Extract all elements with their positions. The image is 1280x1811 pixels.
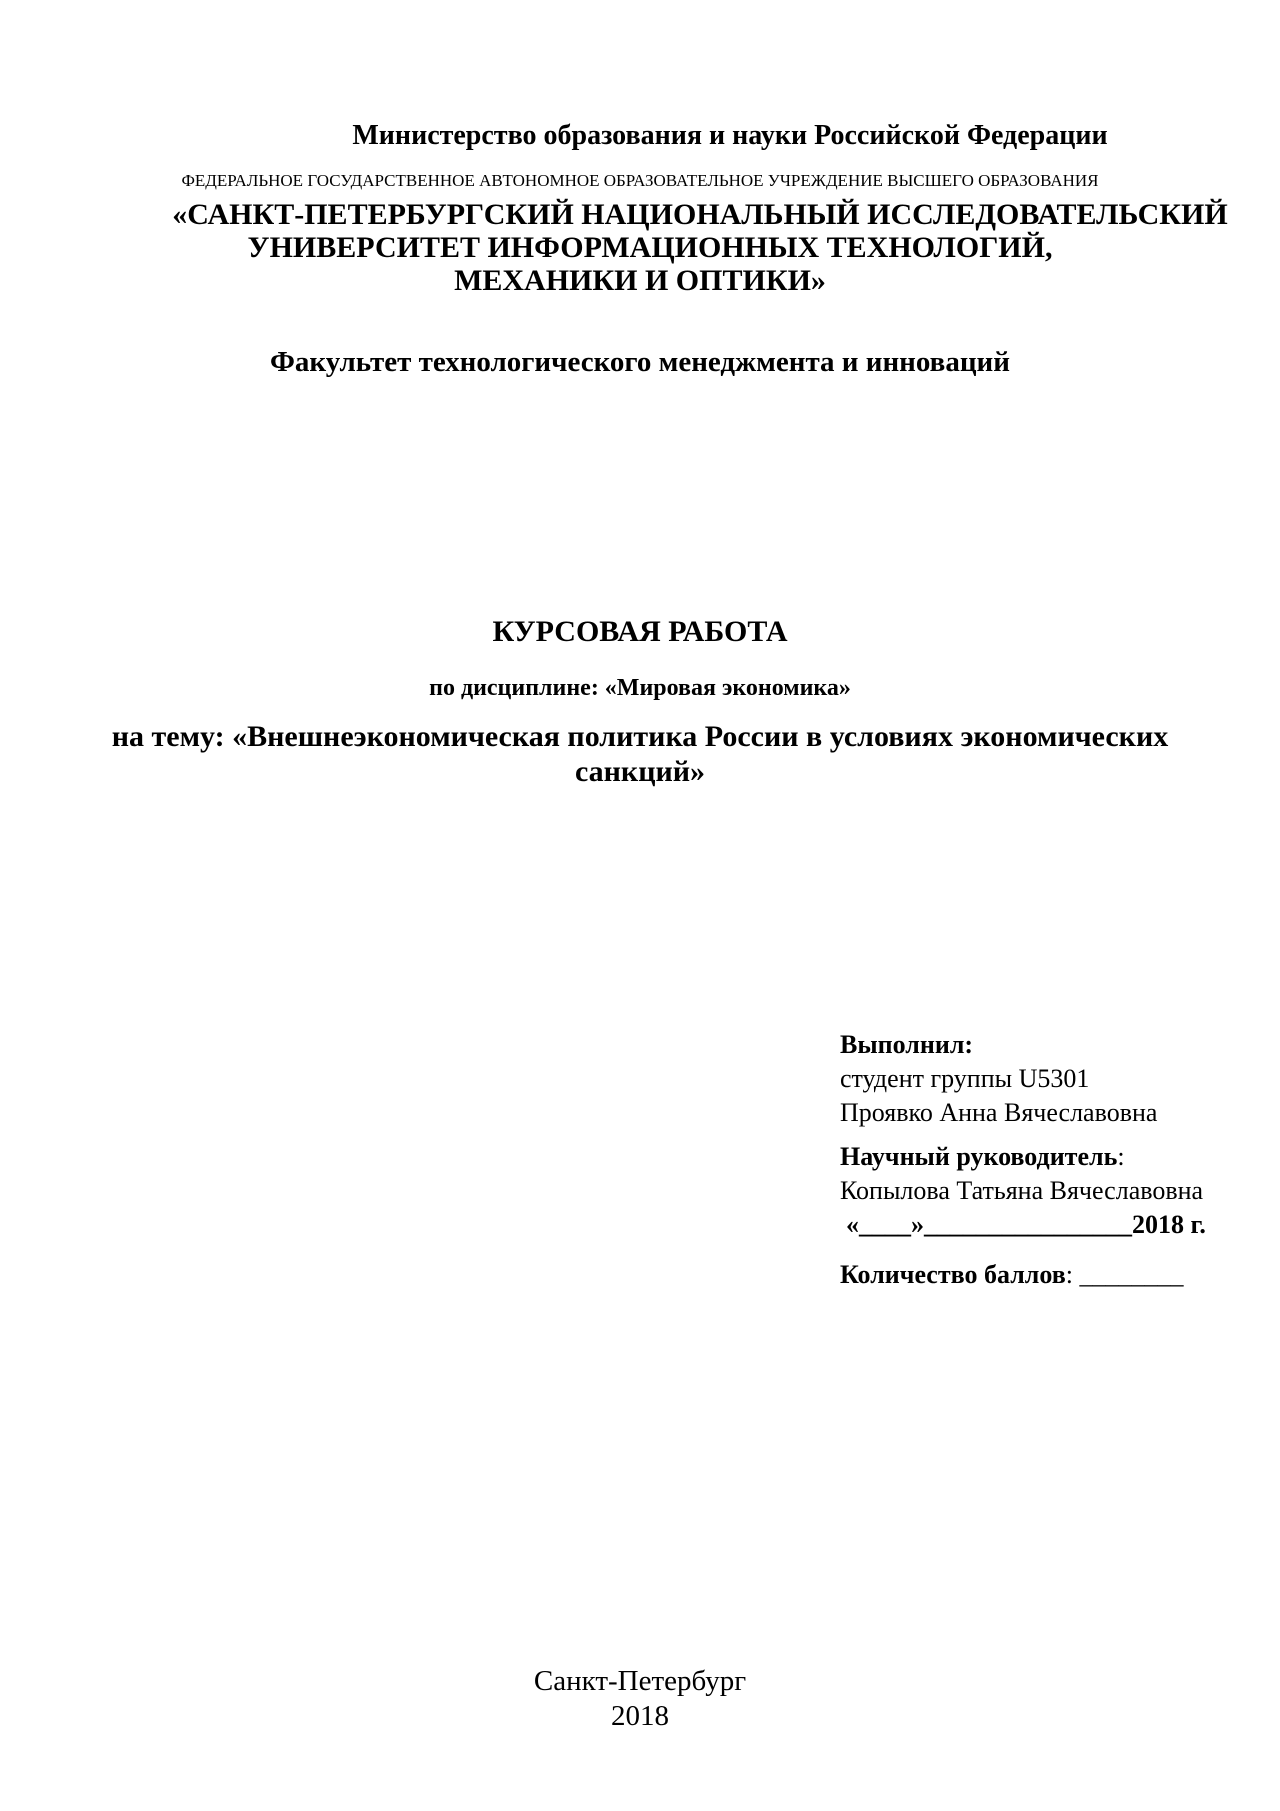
- topic-line-1: на тему: «Внешнеэкономическая политика России в условиях экономических: [111, 720, 1169, 753]
- score-line: [840, 1260, 1184, 1290]
- supervisor-label: Научный руководитель: [840, 1142, 1118, 1171]
- student-name: Проявко Анна Вячеславовна: [840, 1098, 1158, 1127]
- student-group: студент группы U5301: [840, 1064, 1090, 1093]
- discipline-line: по дисциплине: «Мировая экономика»: [429, 675, 851, 701]
- federal-institution-line: ФЕДЕРАЛЬНОЕ ГОСУДАРСТВЕННОЕ АВТОНОМНОЕ ОБРАЗОВАТЕЛЬНОЕ УЧРЕЖДЕНИЕ ВЫСШЕГО ОБРАЗОВАНИЯ: [181, 171, 1099, 190]
- university-name-line-3: МЕХАНИКИ И ОПТИКИ»: [454, 264, 826, 297]
- ministry-heading: Министерство образования и науки Российской Федерации: [352, 120, 1108, 151]
- year: 2018: [611, 1700, 669, 1732]
- city: Санкт-Петербург: [533, 1665, 747, 1697]
- faculty-name: Факультет технологического менеджмента и инноваций: [270, 346, 1010, 378]
- score-label: Количество баллов: [840, 1260, 1066, 1289]
- supervisor-name: Копылова Татьяна Вячеславовна: [840, 1176, 1204, 1205]
- document-title: КУРСОВАЯ РАБОТА: [492, 615, 788, 648]
- university-name-line-1: «САНКТ-ПЕТЕРБУРГСКИЙ НАЦИОНАЛЬНЫЙ ИССЛЕДОВАТЕЛЬСКИЙ: [172, 198, 1228, 231]
- topic-line-2: санкций»: [574, 755, 706, 788]
- score-value: : ________: [1065, 1260, 1184, 1289]
- supervisor-colon: :: [1117, 1142, 1125, 1171]
- performed-by-label: Выполнил:: [840, 1030, 974, 1059]
- university-name-line-2: УНИВЕРСИТЕТ ИНФОРМАЦИОННЫХ ТЕХНОЛОГИЙ,: [247, 231, 1053, 264]
- date-line: «____»________________2018 г.: [846, 1210, 1206, 1239]
- supervisor-label-line: [840, 1142, 1125, 1172]
